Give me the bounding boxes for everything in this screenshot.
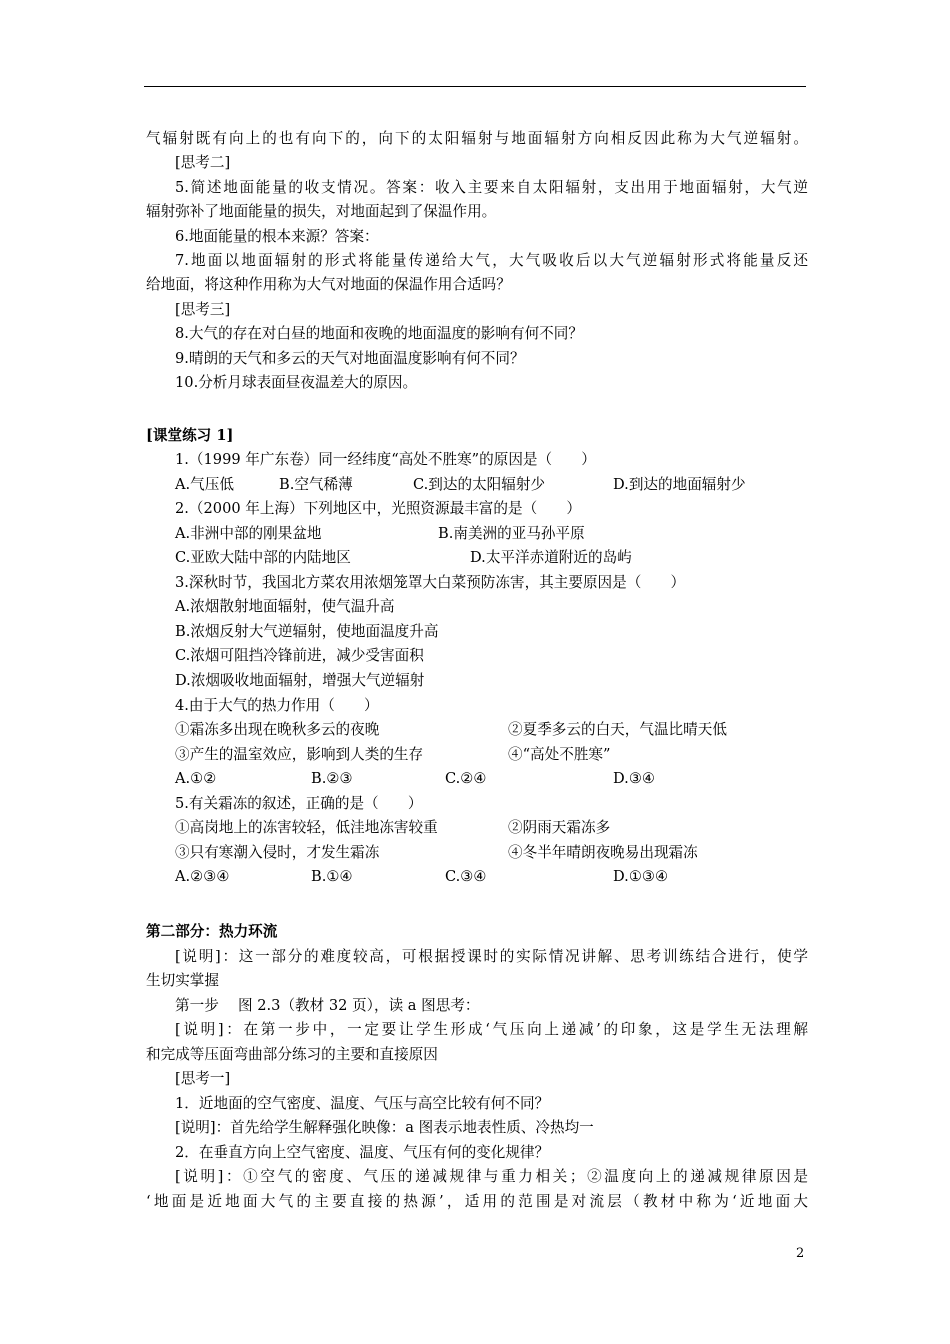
question-9: 9.晴朗的天气和多云的天气对地面温度影响有何不同？ (175, 350, 525, 367)
text-line: 辐射弥补了地面能量的损失，对地面起到了保温作用。 (146, 203, 497, 220)
part-two-heading: 第二部分：热力环流 (146, 923, 278, 940)
option-c: C.到达的太阳辐射少 (413, 476, 546, 493)
question-1: 1．近地面的空气密度、温度、气压与高空比较有何不同？ (175, 1095, 550, 1112)
option-a: A.气压低 (175, 476, 234, 493)
option-a: A.浓烟散射地面辐射，使气温升高 (175, 598, 395, 615)
text-line: 生切实掌握 (146, 972, 219, 989)
question-6: 6.地面能量的根本来源？答案： (175, 228, 379, 245)
question-8: 8.大气的存在对白昼的地面和夜晚的地面温度的影响有何不同？ (175, 325, 583, 342)
option-b: B.南美洲的亚马孙平原 (438, 525, 585, 542)
option-c: C.③④ (445, 868, 487, 885)
statement-1: ①高岗地上的冻害较轻，低洼地冻害较重 (175, 819, 438, 836)
exercise-question-3: 3.深秋时节，我国北方菜农用浓烟笼罩大白菜预防冻害，其主要原因是（ ） (175, 574, 686, 591)
section-heading: [思考三] (175, 301, 231, 318)
text-line: 和完成等压面弯曲部分练习的主要和直接原因 (146, 1046, 438, 1063)
option-c: C.浓烟可阻挡冷锋前进，减少受害面积 (175, 647, 424, 664)
text-line: 给地面，将这种作用称为大气对地面的保温作用合适吗？ (146, 276, 511, 293)
option-d: D.浓烟吸收地面辐射，增强大气逆辐射 (175, 672, 425, 689)
statement-4: ④冬半年晴朗夜晚易出现霜冻 (508, 844, 698, 861)
option-d: D.③④ (613, 770, 655, 787)
statement-4: ④“高处不胜寒” (508, 746, 611, 763)
note-text: [说明]：首先给学生解释强化映像：a 图表示地表性质、冷热均一 (175, 1119, 594, 1136)
note-text: [说明]：这一部分的难度较高，可根据授课时的实际情况讲解、思考训练结合进行，使学 (175, 948, 808, 965)
statement-3: ③产生的温室效应，影响到人类的生存 (175, 746, 424, 763)
exercise-heading: [课堂练习 1] (146, 427, 234, 444)
question-10: 10.分析月球表面昼夜温差大的原因。 (175, 374, 418, 391)
option-b: B.①④ (311, 868, 353, 885)
option-c: C.②④ (445, 770, 487, 787)
option-d: D.太平洋赤道附近的岛屿 (470, 549, 632, 566)
step-one: 第一步 图 2.3（教材 32 页），读 a 图思考： (175, 997, 480, 1014)
question-7: 7.地面以地面辐射的形式将能量传递给大气，大气吸收后以大气逆辐射形式将能量反还 (175, 252, 808, 269)
statement-1: ①霜冻多出现在晚秋多云的夜晚 (175, 721, 380, 738)
exercise-question-4: 4.由于大气的热力作用（ ） (175, 697, 379, 714)
statement-2: ②阴雨天霜冻多 (508, 819, 611, 836)
exercise-question-1: 1.（1999 年广东卷）同一经纬度“高处不胜寒”的原因是（ ） (175, 451, 596, 468)
option-d: D.到达的地面辐射少 (613, 476, 746, 493)
option-b: B.②③ (311, 770, 353, 787)
option-a: A.非洲中部的刚果盆地 (175, 525, 322, 542)
statement-2: ②夏季多云的白天，气温比晴天低 (508, 721, 727, 738)
option-d: D.①③④ (613, 868, 669, 885)
question-2: 2．在垂直方向上空气密度、温度、气压有何的变化规律？ (175, 1144, 550, 1161)
option-a: A.①② (175, 770, 217, 787)
exercise-question-2: 2.（2000 年上海）下列地区中，光照资源最丰富的是（ ） (175, 500, 581, 517)
statement-3: ③只有寒潮入侵时，才发生霜冻 (175, 844, 380, 861)
header-rule (144, 86, 806, 87)
text-line: 气辐射既有向上的也有向下的，向下的太阳辐射与地面辐射方向相反因此称为大气逆辐射。 (146, 130, 808, 147)
note-text: [说明]：在第一步中，一定要让学生形成‘气压向上递减’的印象，这是学生无法理解 (175, 1021, 808, 1038)
text-line: ‘地面是近地面大气的主要直接的热源’，适用的范围是对流层（教材中称为‘近地面大 (146, 1193, 808, 1210)
option-a: A.②③④ (175, 868, 230, 885)
note-text: [说明]：①空气的密度、气压的递减规律与重力相关；②温度向上的递减规律原因是 (175, 1168, 808, 1185)
question-5: 5.简述地面能量的收支情况。答案：收入主要来自太阳辐射，支出用于地面辐射，大气逆 (175, 179, 808, 196)
section-heading: [思考二] (175, 154, 231, 171)
section-heading: [思考一] (175, 1070, 231, 1087)
option-b: B.浓烟反射大气逆辐射，使地面温度升高 (175, 623, 439, 640)
exercise-question-5: 5.有关霜冻的叙述，正确的是（ ） (175, 795, 423, 812)
option-c: C.亚欧大陆中部的内陆地区 (175, 549, 351, 566)
page-number: 2 (796, 1246, 805, 1261)
option-b: B.空气稀薄 (279, 476, 353, 493)
